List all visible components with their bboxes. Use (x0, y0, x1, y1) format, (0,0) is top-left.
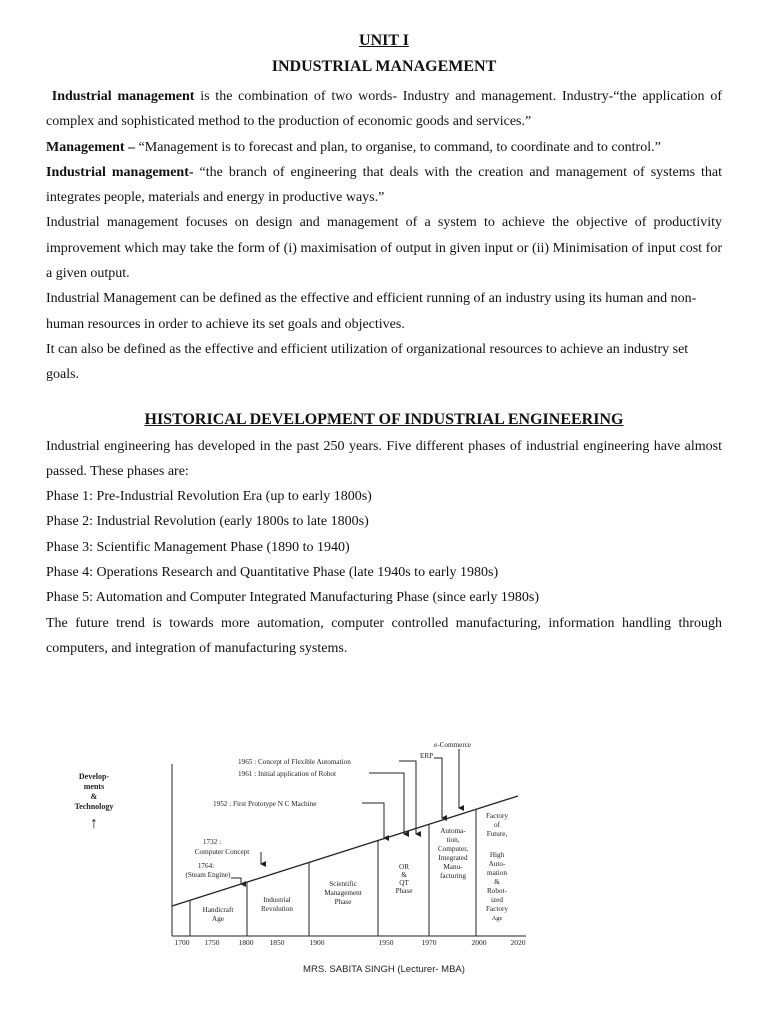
annotation-ecommerce: e-Commerce (434, 741, 472, 749)
x-tick-label: 2000 (471, 938, 487, 947)
phase-label: mation (487, 869, 507, 877)
phase-label: Future, (486, 830, 508, 838)
ylabel-line: & (90, 792, 98, 801)
phase-label: Computer, (437, 845, 469, 853)
paragraph-definition (46, 84, 722, 135)
phase-label: Industrial (263, 896, 291, 904)
phase-label: of (494, 821, 500, 829)
annotation-computer-concept: Computer Concept (194, 848, 250, 856)
up-arrow-icon: ↑ (90, 815, 98, 832)
phase-label: Handicraft (202, 906, 234, 914)
paragraph-also-defined: It can also be defined as the effective and efficient utilization of organizational resources to achieve an industry set goals. (46, 341, 689, 383)
annotation-1952: 1952 : First Prototype N C Machine (213, 800, 317, 808)
x-tick-label: 2020 (510, 938, 526, 947)
phase-item: Phase 2: Industrial Revolution (early 1800s to late 1800s) (46, 514, 369, 530)
phase-label: Phase (395, 887, 413, 895)
phase-label: & (401, 871, 407, 879)
annotation-arrow (434, 758, 442, 818)
annotation-1961: 1961 : Initial application of Robot (238, 770, 337, 778)
x-tick-label: 1900 (309, 938, 325, 947)
page-title: INDUSTRIAL MANAGEMENT (271, 58, 497, 75)
phase-label: Integrated (438, 854, 468, 862)
phase-label: Age (212, 915, 224, 923)
phase-label: OR (399, 863, 409, 871)
paragraph-management (46, 135, 722, 160)
x-tick-label: 1800 (238, 938, 254, 947)
term-industrial-management-2: Industrial management- (46, 164, 194, 180)
phase-label: Factory (486, 812, 508, 820)
development-diagram (66, 736, 536, 948)
phase-label: Auto- (488, 860, 506, 868)
future-trend: The future trend is towards more automation, computer controlled manufacturing, information handling through computers, and integration of manufacturing systems. (46, 615, 722, 656)
annotation-arrow (231, 878, 241, 884)
ylabel-line: Technology (74, 802, 114, 811)
x-tick-label: 1970 (421, 938, 437, 947)
x-tick-label: 1850 (269, 938, 285, 947)
phase-label: Management (324, 889, 362, 897)
annotation-1764: 1764: (197, 862, 215, 870)
phase-item: Phase 5: Automation and Computer Integrated Manufacturing Phase (since early 1980s) (46, 590, 539, 606)
phase-label: tion, (446, 836, 460, 844)
annotation-steam-engine: (Steam Engine) (185, 871, 231, 879)
definition-text: is the combination of two words- Industry and management. Industry-“the application of complex and sophisticated method to the production of economic goods and services.” (46, 89, 722, 130)
phase-label: ized (491, 896, 503, 904)
unit-heading: UNIT I (359, 32, 409, 49)
phase-label: facturing (440, 872, 466, 880)
paragraph-defined: Industrial Management can be defined as the effective and efficient running of an industry using its human and non-human resources in order to achieve its set goals and objectives. (46, 291, 697, 332)
annotation-arrow (362, 803, 384, 838)
x-tick-label: 1700 (174, 938, 190, 947)
annotation-erp: ERP (420, 752, 434, 760)
phase-label: Revolution (261, 905, 293, 913)
phase-item: Phase 1: Pre-Industrial Revolution Era (up to early 1800s) (46, 489, 372, 505)
phase-label: Phase (334, 898, 352, 906)
term-industrial-management: Industrial management (51, 89, 195, 104)
annotation-1965: 1965 : Concept of Flexible Automation (238, 758, 351, 766)
phase-label: Factory (486, 905, 508, 913)
document-page (46, 30, 722, 661)
industrial-management-text: “the branch of engineering that deals with the creation and management of systems that integrates people, materials and energy in productive ways.” (46, 164, 723, 206)
phase-label: Automa- (440, 827, 466, 835)
ylabel-line: Develop- (78, 772, 110, 781)
phase-label: High (489, 851, 505, 859)
phase-label: Scientific (329, 880, 357, 888)
annotation-arrow (399, 761, 416, 834)
paragraph-industrial-management (46, 160, 722, 211)
phase-label: QT (399, 879, 409, 887)
term-management: Management – (46, 139, 136, 155)
history-intro: Industrial engineering has developed in the past 250 years. Five different phases of industrial engineering have almost passed. These phases are: (46, 438, 722, 479)
section-heading-history: HISTORICAL DEVELOPMENT OF INDUSTRIAL ENGINEERING (144, 410, 624, 428)
ylabel-line: ments (83, 782, 105, 791)
management-text: “Management is to forecast and plan, to organise, to command, to coordinate and to control.” (135, 139, 661, 155)
phase-item: Phase 4: Operations Research and Quantitative Phase (late 1940s to early 1980s) (46, 565, 499, 581)
footer-author: MRS. SABITA SINGH (Lecturer- MBA) (303, 964, 465, 975)
x-tick-label: 1950 (378, 938, 394, 947)
x-tick-label: 1750 (204, 938, 220, 947)
phase-label: & (494, 878, 500, 886)
phase-label: Manu- (443, 863, 463, 871)
phase-item: Phase 3: Scientific Management Phase (1890 to 1940) (46, 539, 350, 555)
paragraph-focus: Industrial management focuses on design and management of a system to achieve the objective of productivity improvement which may take the form of (i) maximisation of output in given input or (ii) Minimisation of input cost for a given output. (46, 215, 722, 282)
annotation-1732: 1732 : (202, 838, 222, 846)
age-label: Age (491, 915, 503, 922)
development-diagram-svg (66, 736, 536, 948)
phase-label: Robot- (487, 887, 507, 895)
